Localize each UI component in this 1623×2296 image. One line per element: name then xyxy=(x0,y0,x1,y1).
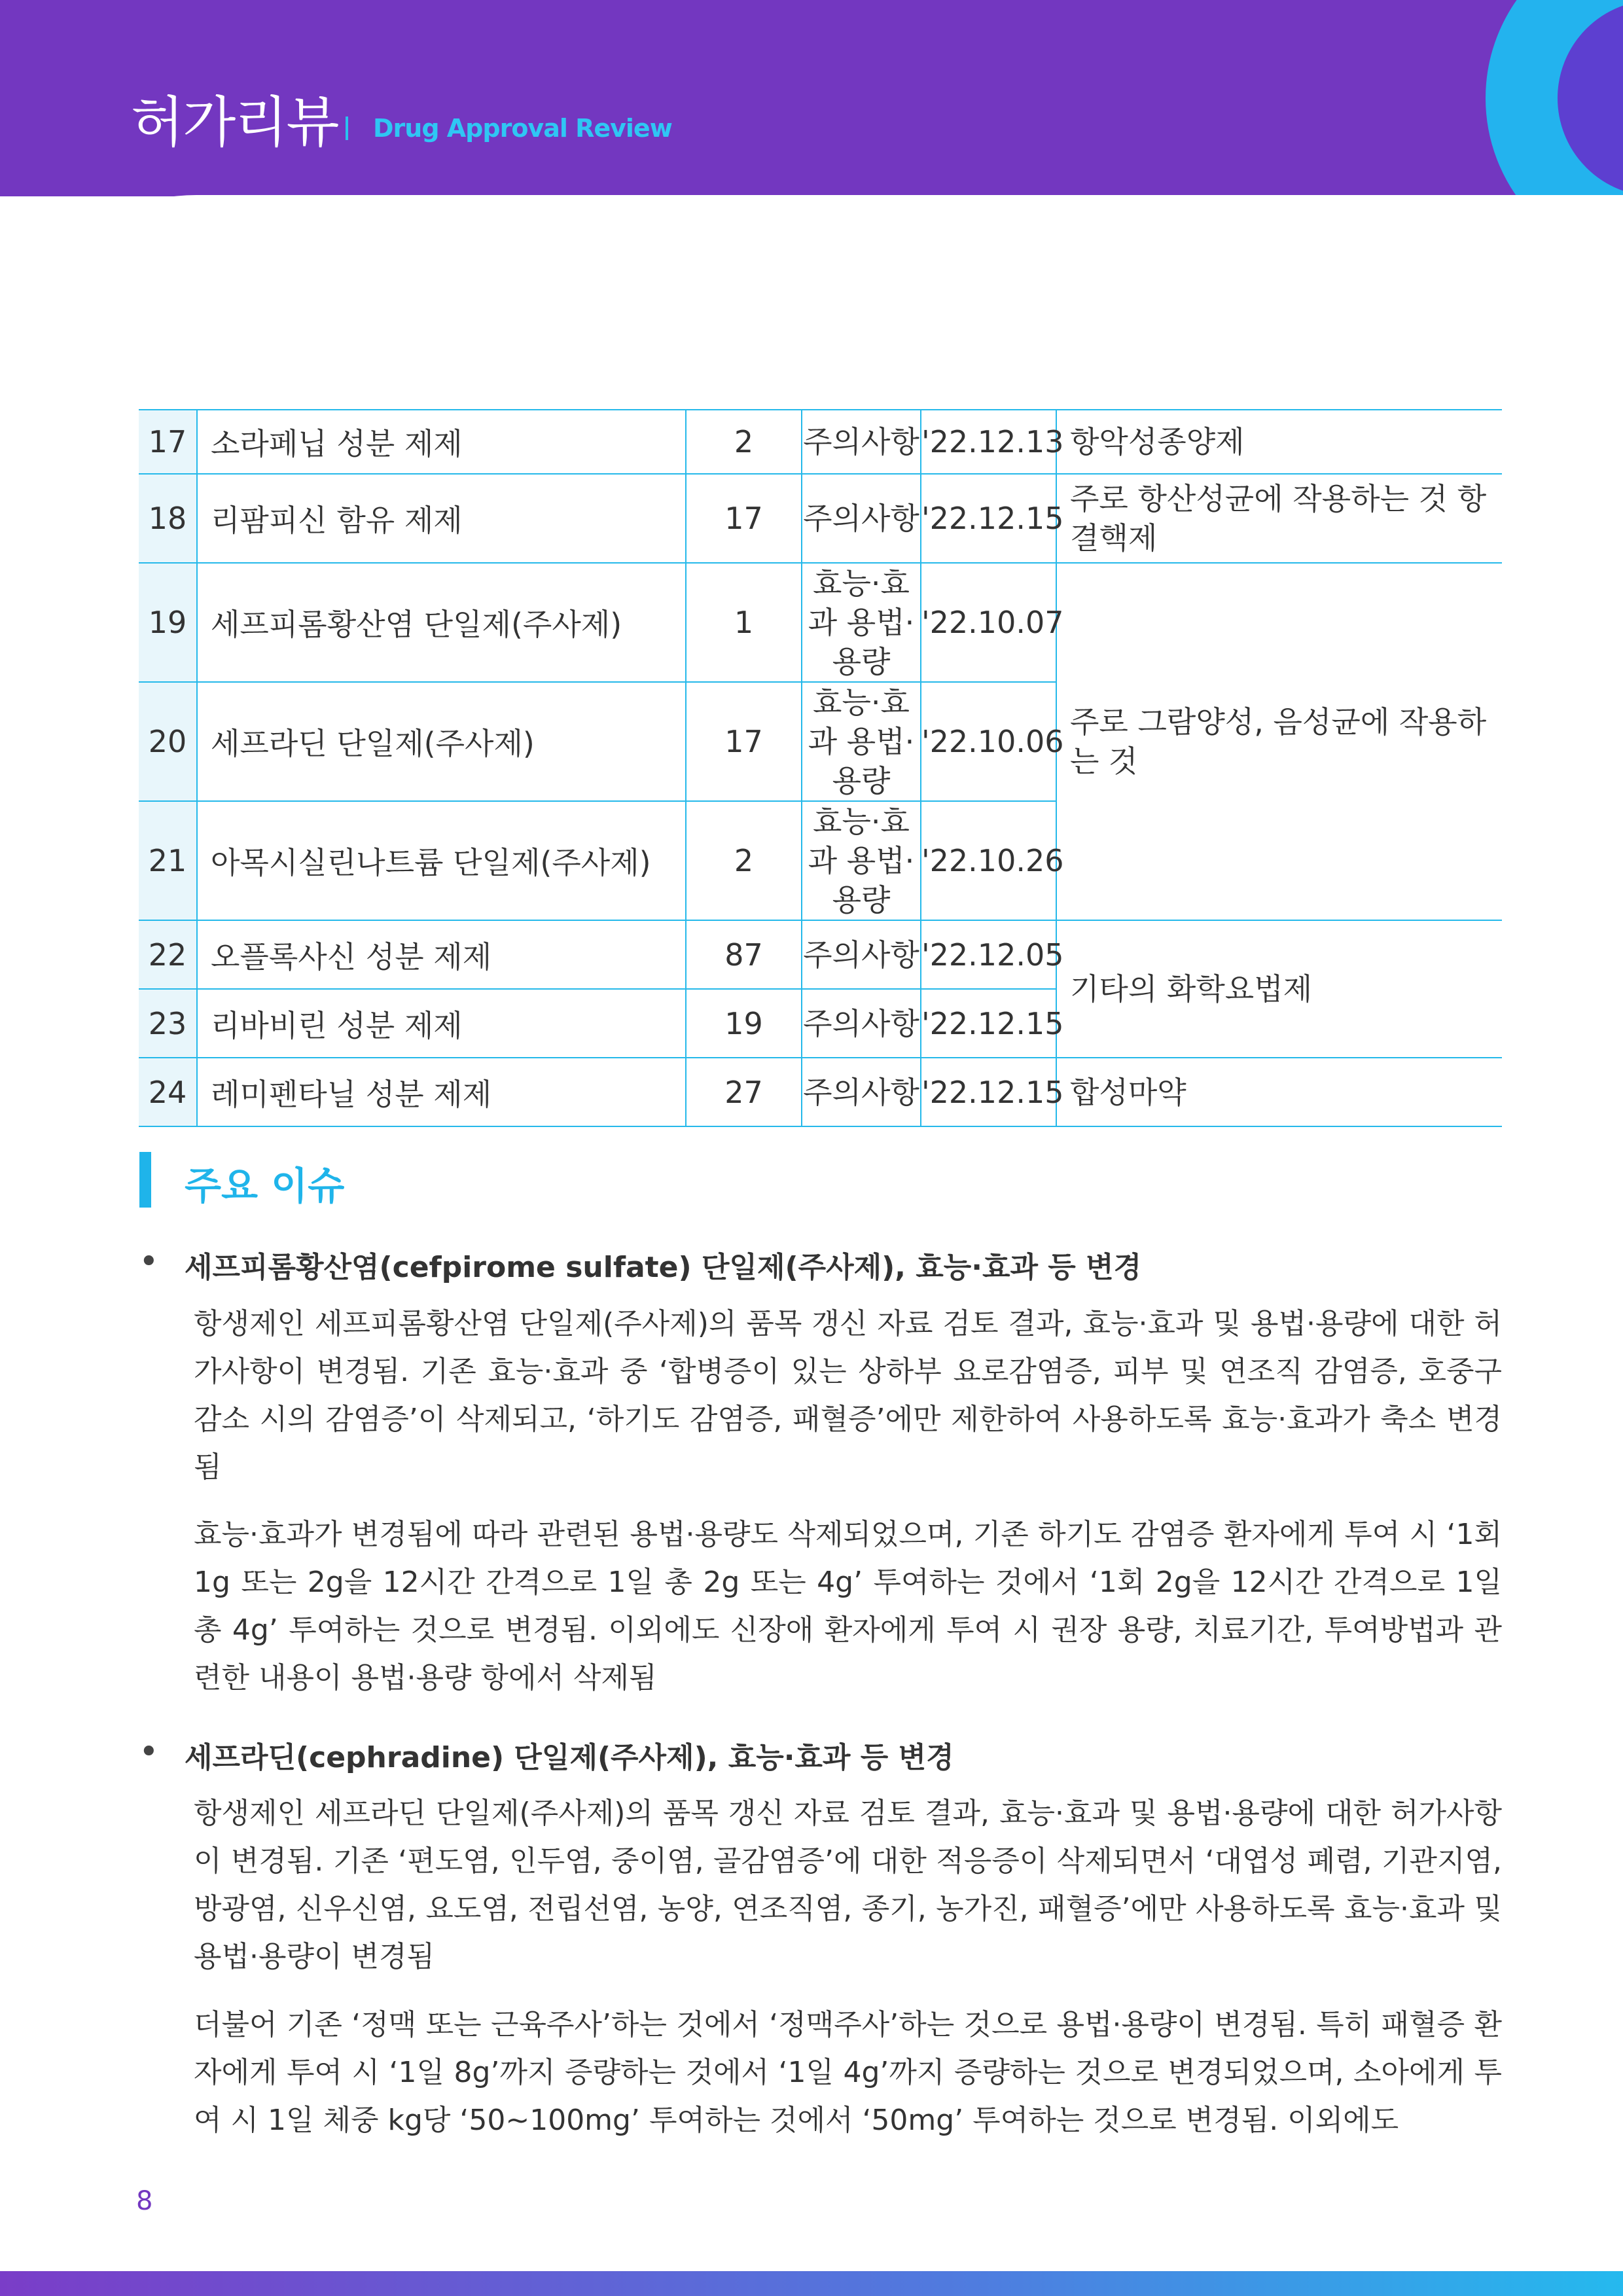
drug-class: 주로 항산성균에 작용하는 것 항결핵제 xyxy=(1056,474,1502,563)
change-date: '22.12.15 xyxy=(921,474,1056,563)
drug-class: 기타의 화학요법제 xyxy=(1056,920,1502,1058)
change-date: '22.10.06 xyxy=(921,682,1056,801)
item-count: 2 xyxy=(686,801,802,920)
drug-class: 항악성종양제 xyxy=(1056,410,1502,474)
change-date: '22.12.13 xyxy=(921,410,1056,474)
footer-bar xyxy=(0,2271,1623,2296)
item-count: 17 xyxy=(686,682,802,801)
change-type: 주의사항 xyxy=(802,989,921,1058)
change-type: 주의사항 xyxy=(802,474,921,563)
change-type: 효능·효과 용법·용량 xyxy=(802,682,921,801)
header-subtitle: Drug Approval Review xyxy=(373,114,672,143)
change-date: '22.10.26 xyxy=(921,801,1056,920)
ingredient-name: 오플록사신 성분 제제 xyxy=(197,920,686,989)
drug-class: 주로 그람양성, 음성균에 작용하는 것 xyxy=(1056,563,1502,920)
ingredient-name: 아목시실린나트륨 단일제(주사제) xyxy=(197,801,686,920)
change-type: 효능·효과 용법·용량 xyxy=(802,563,921,682)
change-type: 주의사항 xyxy=(802,1058,921,1126)
row-number: 22 xyxy=(139,920,197,989)
bullet-icon: • xyxy=(139,1242,159,1282)
item-count: 19 xyxy=(686,989,802,1058)
issue-paragraph: 더불어 기존 ‘정맥 또는 근육주사’하는 것에서 ‘정맥주사’하는 것으로 용법·용량이 변경됨. 특히 패혈증 환자에게 투여 시 ‘1일 8g’까지 증량하는 것에서 ‘1일 4g’까지 증량하는 것으로 변경되었으며, 소아에게 투여 시 1일 체중 kg당 ‘50~100mg’ 투여하는 것에서 ‘50mg’ 투여하는 것으로 변경됨. 이외에도 xyxy=(194,2008,1502,2137)
table-row xyxy=(139,563,1502,682)
approval-table xyxy=(139,409,1502,1127)
ingredient-name: 레미펜타닐 성분 제제 xyxy=(197,1058,686,1126)
header-title: 허가리뷰 xyxy=(131,90,338,154)
ingredient-name: 세프라딘 단일제(주사제) xyxy=(197,682,686,801)
item-count: 27 xyxy=(686,1058,802,1126)
page-number: 8 xyxy=(136,2186,153,2216)
row-number: 23 xyxy=(139,989,197,1058)
change-type: 주의사항 xyxy=(802,920,921,989)
drug-class: 합성마약 xyxy=(1056,1058,1502,1126)
section-title: 주요 이슈 xyxy=(185,1164,345,1208)
change-date: '22.12.15 xyxy=(921,989,1056,1058)
content-panel-curve xyxy=(0,195,1623,391)
ingredient-name: 소라페닙 성분 제제 xyxy=(197,410,686,474)
row-number: 17 xyxy=(139,410,197,474)
bullet-icon: • xyxy=(139,1732,159,1772)
ingredient-name: 리바비린 성분 제제 xyxy=(197,989,686,1058)
issue-paragraph: 효능·효과가 변경됨에 따라 관련된 용법·용량도 삭제되었으며, 기존 하기도 감염증 환자에게 투여 시 ‘1회 1g 또는 2g을 12시간 간격으로 1일 총 2g 또는 4g’ 투여하는 것에서 ‘1회 2g을 12시간 간격으로 1일 총 4g’ 투여하는 것으로 변경됨. 이외에도 신장애 환자에게 투여 시 권장 용량, 치료기간, 투여방법과 관련한 내용이 용법·용량 항에서 삭제됨 xyxy=(194,1518,1502,1695)
table-row xyxy=(139,410,1502,474)
item-count: 1 xyxy=(686,563,802,682)
header-separator xyxy=(346,117,348,140)
row-number: 18 xyxy=(139,474,197,563)
section-marker xyxy=(139,1152,151,1208)
row-number: 19 xyxy=(139,563,197,682)
item-count: 2 xyxy=(686,410,802,474)
row-number: 21 xyxy=(139,801,197,920)
ingredient-name: 세프피롬황산염 단일제(주사제) xyxy=(197,563,686,682)
change-date: '22.12.15 xyxy=(921,1058,1056,1126)
issue-paragraph: 항생제인 세프라딘 단일제(주사제)의 품목 갱신 자료 검토 결과, 효능·효과 및 용법·용량에 대한 허가사항이 변경됨. 기존 ‘편도염, 인두염, 중이염, 골감염증’에 대한 적응증이 삭제되면서 ‘대엽성 폐렴, 기관지염, 방광염, 신우신염, 요도염, 전립선염, 농양, 연조직염, 종기, 농가진, 패혈증’에만 사용하도록 효능·효과 및 용법·용량이 변경됨 xyxy=(194,1797,1502,1973)
change-type: 주의사항 xyxy=(802,410,921,474)
change-date: '22.10.07 xyxy=(921,563,1056,682)
item-count: 87 xyxy=(686,920,802,989)
change-date: '22.12.05 xyxy=(921,920,1056,989)
issue-heading: 세프피롬황산염(cefpirome sulfate) 단일제(주사제), 효능·효과 등 변경 xyxy=(185,1251,1142,1284)
table-row xyxy=(139,1058,1502,1126)
item-count: 17 xyxy=(686,474,802,563)
issue-heading: 세프라딘(cephradine) 단일제(주사제), 효능·효과 등 변경 xyxy=(185,1741,954,1774)
row-number: 20 xyxy=(139,682,197,801)
ingredient-name: 리팜피신 함유 제제 xyxy=(197,474,686,563)
table-row xyxy=(139,920,1502,989)
change-type: 효능·효과 용법·용량 xyxy=(802,801,921,920)
row-number: 24 xyxy=(139,1058,197,1126)
table-row xyxy=(139,474,1502,563)
issue-paragraph: 항생제인 세프피롬황산염 단일제(주사제)의 품목 갱신 자료 검토 결과, 효능·효과 및 용법·용량에 대한 허가사항이 변경됨. 기존 효능·효과 중 ‘합병증이 있는 상하부 요로감염증, 피부 및 연조직 감염증, 호중구 감소 시의 감염증’이 삭제되고, ‘하기도 감염증, 패혈증’에만 제한하여 사용하도록 효능·효과가 축소 변경됨 xyxy=(194,1307,1502,1484)
